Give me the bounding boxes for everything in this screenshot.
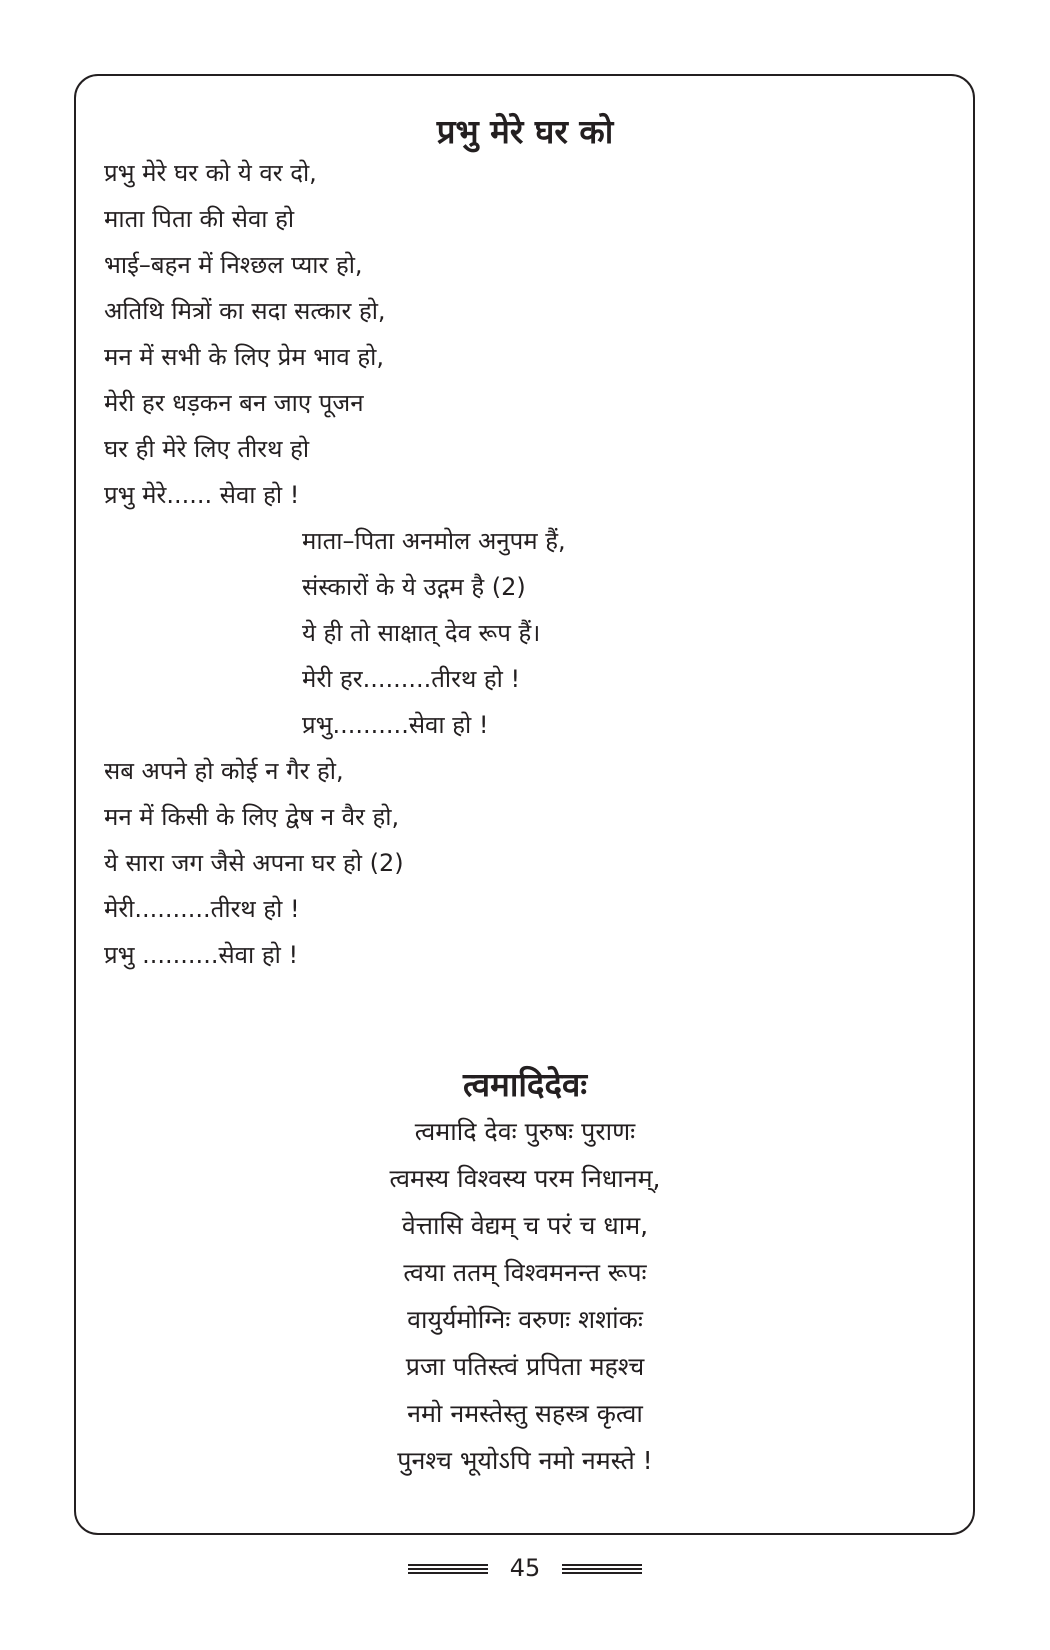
footer-rule-right [562,1564,642,1574]
prayer-line: नमो नमस्तेस्तु सहस्त्र कृत्वा [407,1399,643,1428]
song-line: प्रभु मेरे घर को ये वर दो, [104,159,317,187]
song-closing-line: मेरी..........तीरथ हो ! [104,895,300,923]
prayer-line: प्रजा पतिस्त्वं प्रपिता महश्च [405,1352,645,1381]
song-closing-line: सब अपने हो कोई न गैर हो, [104,757,344,785]
song-line: मन में सभी के लिए प्रेम भाव हो, [104,343,384,371]
song-line: घर ही मेरे लिए तीरथ हो [104,435,310,463]
prayer-line: वायुर्यमोग्निः वरुणः शशांकः [407,1305,643,1334]
song-title: प्रभु मेरे घर को [436,112,614,151]
prayer-line: पुनश्च भूयोऽपि नमो नमस्ते ! [397,1446,653,1475]
song-line: मेरी हर धड़कन बन जाए पूजन [104,389,364,417]
song-line: भाई–बहन में निश्छल प्यार हो, [104,251,363,279]
prayer-line: वेत्तासि वेद्यम् च परं च धाम, [401,1211,649,1240]
page-number: 45 [509,1554,541,1582]
song-indented-line: प्रभु..........सेवा हो ! [302,711,489,739]
song-line: माता पिता की सेवा हो [104,205,295,233]
song-line: प्रभु मेरे...... सेवा हो ! [104,481,300,509]
song-indented-line: संस्कारों के ये उद्गम है (2) [302,573,526,601]
song-indented-line: मेरी हर.........तीरथ हो ! [302,665,521,693]
song-closing-line: प्रभु ..........सेवा हो ! [104,941,299,969]
song-closing-line: मन में किसी के लिए द्वेष न वैर हो, [104,803,400,831]
footer-rule-left [408,1564,488,1574]
prayer-title: त्वमादिदेवः [463,1065,587,1104]
prayer-line: त्वमादि देवः पुरुषः पुराणः [414,1117,636,1146]
song-indented-line: ये ही तो साक्षात् देव रूप हैं। [302,619,541,647]
song-closing-line: ये सारा जग जैसे अपना घर हो (2) [104,849,404,877]
song-line: अतिथि मित्रों का सदा सत्कार हो, [104,297,386,325]
prayer-line: त्वमस्य विश्वस्य परम निधानम्, [389,1164,661,1193]
prayer-line: त्वया ततम् विश्वमनन्त रूपः [403,1258,647,1287]
song-indented-line: माता–पिता अनमोल अनुपम हैं, [302,527,566,555]
page-footer [0,1548,1050,1588]
